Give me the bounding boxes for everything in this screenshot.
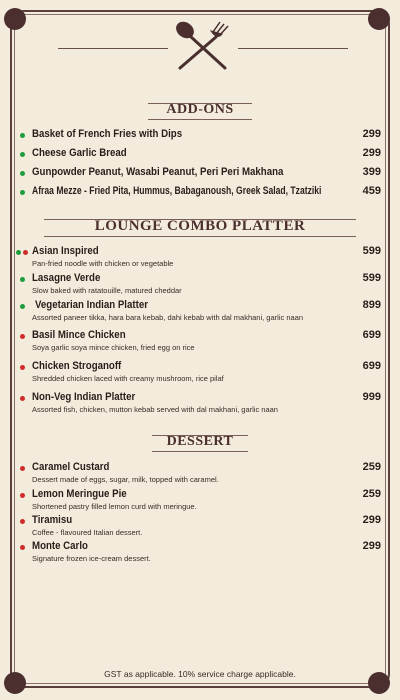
veg-indicator-icon: [20, 171, 25, 176]
item-name: Vegetarian Indian Platter: [35, 299, 148, 311]
item-name: Monte Carlo: [32, 540, 88, 552]
item-name: Basket of French Fries with Dips: [32, 128, 183, 140]
nonveg-indicator-icon: [20, 334, 25, 339]
veg-indicator-icon: [20, 133, 25, 138]
item-name: Chicken Stroganoff: [32, 360, 122, 372]
item-price: 699: [362, 360, 381, 372]
item-price: 459: [362, 185, 381, 197]
nonveg-indicator-icon: [20, 493, 25, 498]
item-description: Signature frozen ice-cream dessert.: [32, 554, 151, 563]
item-name: Cheese Garlic Bread: [32, 147, 127, 159]
item-name: Asian Inspired: [32, 245, 99, 257]
veg-indicator-icon: [20, 304, 25, 309]
section-rule: [152, 451, 248, 452]
nonveg-indicator-icon: [20, 519, 25, 524]
item-name: Lasagne Verde: [32, 272, 101, 284]
corner-ornament: [4, 8, 26, 30]
item-price: 299: [362, 514, 381, 526]
veg-indicator-icon: [20, 152, 25, 157]
spoon-fork-icon: [165, 18, 240, 76]
item-description: Dessert made of eggs, sugar, milk, topped with caramel.: [32, 475, 219, 484]
section-title-dessert: DESSERT: [166, 434, 234, 449]
item-name: Caramel Custard: [32, 461, 110, 473]
section-rule: [148, 119, 252, 120]
item-price: 599: [362, 245, 381, 257]
item-name: Gunpowder Peanut, Wasabi Peanut, Peri Peri Makhana: [32, 166, 284, 178]
veg-indicator-icon: [20, 277, 25, 282]
veg-indicator-icon: [16, 250, 21, 255]
item-description: Shortened pastry filled lemon curd with meringue.: [32, 502, 197, 511]
item-description: Assorted fish, chicken, mutton kebab served with dal makhani, garlic naan: [32, 405, 278, 414]
item-description: Slow baked with ratatouille, matured cheddar: [32, 286, 182, 295]
veg-indicator-icon: [20, 190, 25, 195]
nonveg-indicator-icon: [20, 365, 25, 370]
item-price: 259: [362, 461, 381, 473]
header-divider: [238, 48, 348, 49]
item-name: Afraa Mezze - Fried Pita, Hummus, Babaganoush, Greek Salad, Tzatziki: [32, 185, 322, 197]
item-price: 899: [362, 299, 381, 311]
nonveg-indicator-icon: [23, 250, 28, 255]
nonveg-indicator-icon: [20, 396, 25, 401]
item-price: 699: [362, 329, 381, 341]
item-description: Assorted paneer tikka, hara bara kebab, dahi kebab with dal makhani, garlic naan: [32, 313, 303, 322]
corner-ornament: [368, 8, 390, 30]
item-price: 999: [362, 391, 381, 403]
footer-note: GST as applicable. 10% service charge applicable.: [104, 669, 296, 679]
item-description: Coffee - flavoured Italian dessert.: [32, 528, 143, 537]
item-name: Non-Veg Indian Platter: [32, 391, 136, 403]
section-rule: [44, 236, 356, 237]
item-description: Soya garlic soya mince chicken, fried egg on rice: [32, 343, 195, 352]
item-price: 299: [362, 540, 381, 552]
item-name: Tiramisu: [32, 514, 73, 526]
nonveg-indicator-icon: [20, 466, 25, 471]
item-name: Lemon Meringue Pie: [32, 488, 127, 500]
item-price: 399: [362, 166, 381, 178]
item-name: Basil Mince Chicken: [32, 329, 126, 341]
item-price: 299: [362, 147, 381, 159]
item-price: 259: [362, 488, 381, 500]
item-price: 299: [362, 128, 381, 140]
header-divider: [58, 48, 168, 49]
nonveg-indicator-icon: [20, 545, 25, 550]
item-description: Shredded chicken laced with creamy mushroom, rice pilaf: [32, 374, 224, 383]
item-price: 599: [362, 272, 381, 284]
section-title-lounge: LOUNGE COMBO PLATTER: [94, 218, 306, 234]
section-title-addons: ADD-ONS: [166, 102, 234, 117]
item-description: Pan-fried noodle with chicken or vegetable: [32, 259, 174, 268]
